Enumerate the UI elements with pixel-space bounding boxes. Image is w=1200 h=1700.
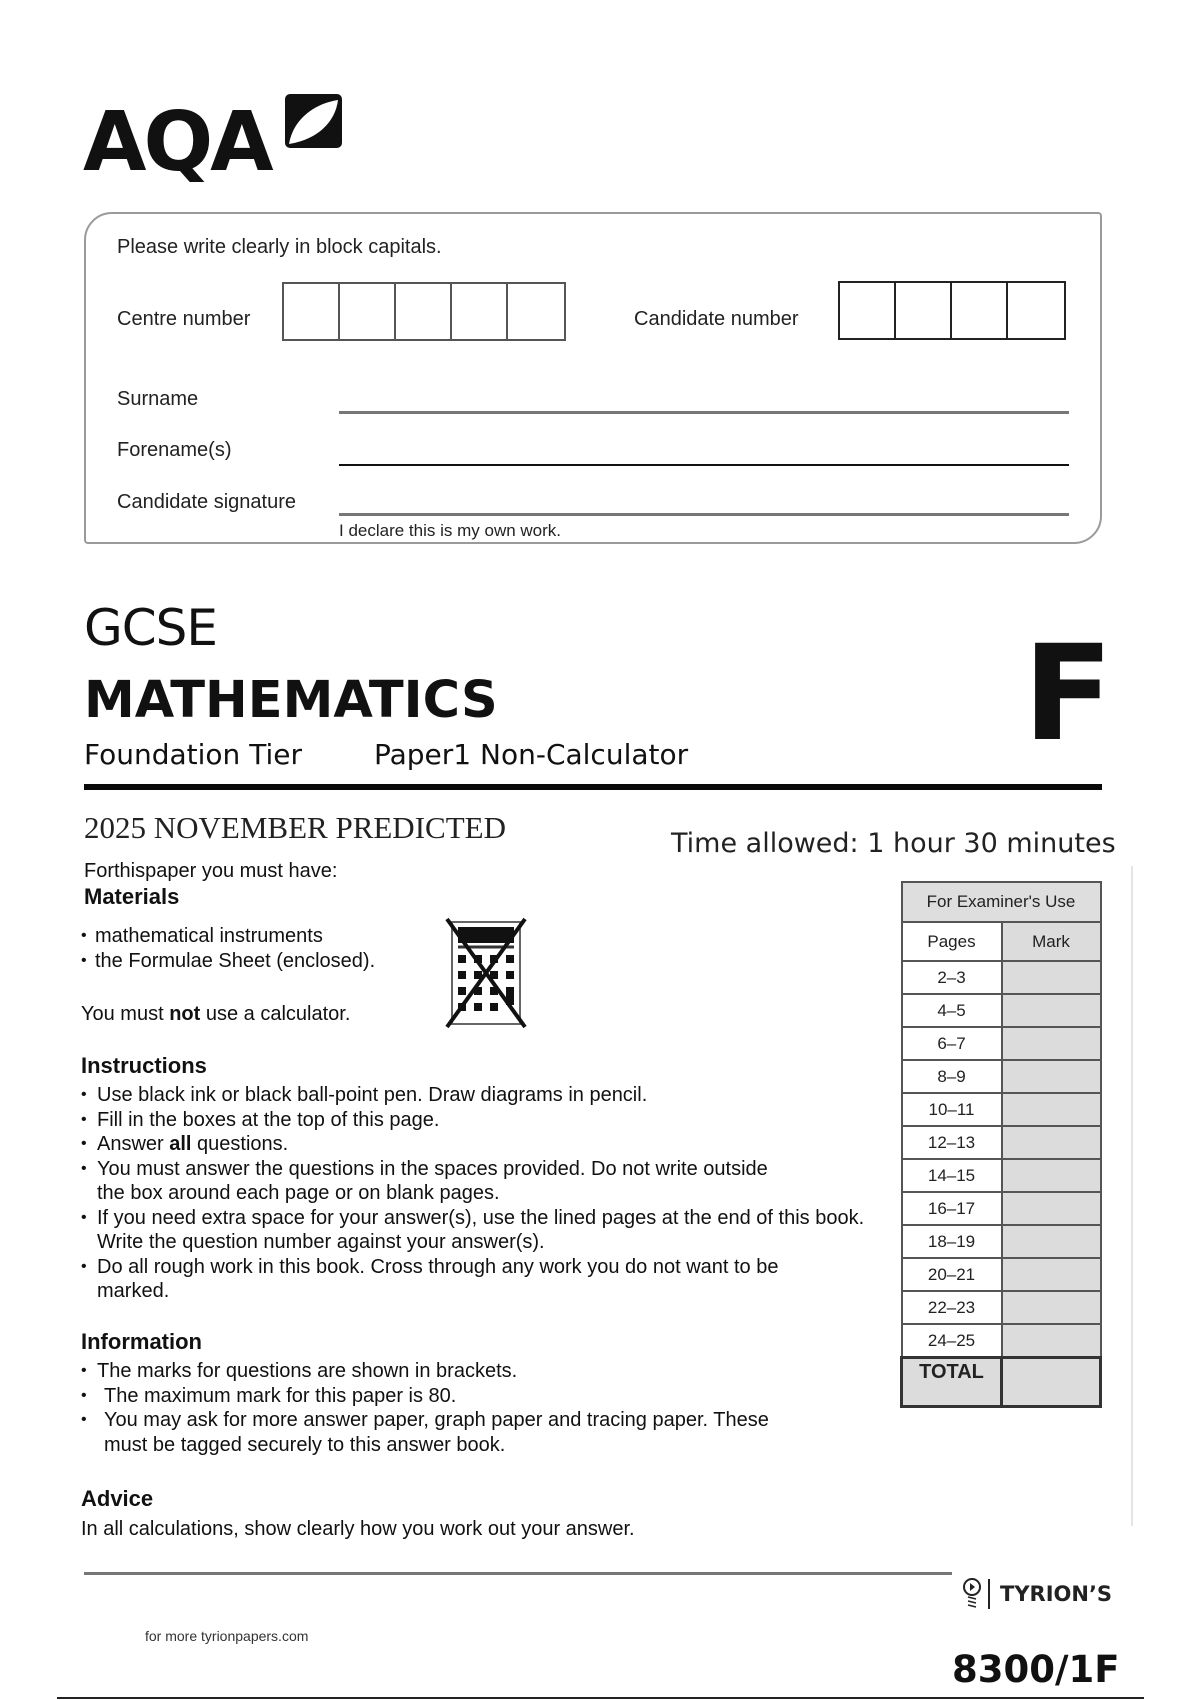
materials-intro: Forthispaper you must have: [84, 860, 338, 882]
footer-divider [84, 1572, 952, 1575]
instruction-item: • You must answer the questions in the spaces provided. Do not write outside the box around each page or on blank pages. [81, 1157, 777, 1206]
paper-code: 8300/1F [952, 1648, 1120, 1691]
total-label: TOTAL [902, 1358, 1002, 1407]
forenames-label: Forename(s) [117, 439, 232, 461]
mark-cell [1002, 1225, 1101, 1258]
instruction-item: • Use black ink or black ball-point pen. Draw diagrams in pencil. [81, 1083, 861, 1108]
candidate-number-digit-box[interactable] [840, 283, 896, 338]
centre-number-digit-box[interactable] [508, 284, 564, 339]
materials-list [81, 924, 441, 973]
surname-input-line[interactable] [339, 411, 1069, 414]
pages-cell: 2–3 [902, 961, 1002, 994]
pages-cell: 14–15 [902, 1159, 1002, 1192]
no-calculator-icon [443, 917, 529, 1029]
qualification-title: GCSE [84, 599, 217, 657]
mark-cell [1002, 994, 1101, 1027]
advice-text: In all calculations, show clearly how you work out your answer. [81, 1518, 635, 1540]
pages-cell: 6–7 [902, 1027, 1002, 1060]
series-label: 2025 NOVEMBER PREDICTED [84, 810, 506, 845]
aqa-leaf-mark-icon [285, 94, 342, 148]
instructions-heading: Instructions [81, 1053, 207, 1078]
mark-cell [1002, 1159, 1101, 1192]
centre-number-digit-box[interactable] [396, 284, 452, 339]
instruction-item: • Do all rough work in this book. Cross through any work you do not want to be marked. [81, 1255, 817, 1304]
tier-label: Foundation Tier [84, 738, 302, 771]
information-heading: Information [81, 1329, 202, 1354]
website-link[interactable]: for more tyrionpapers.com [145, 1628, 309, 1644]
candidate-number-digit-box[interactable] [896, 283, 952, 338]
page-bottom-rule [57, 1697, 1144, 1699]
lightbulb-play-icon [962, 1578, 982, 1610]
examiner-table-title: For Examiner's Use [902, 882, 1101, 922]
materials-heading: Materials [84, 884, 180, 909]
materials-item: • the Formulae Sheet (enclosed). [81, 949, 441, 974]
mark-cell [1002, 1192, 1101, 1225]
pages-cell: 16–17 [902, 1192, 1002, 1225]
instruction-item: • Answer all questions. [81, 1132, 861, 1157]
centre-number-digit-box[interactable] [452, 284, 508, 339]
margin-line [1131, 866, 1133, 1526]
signature-input-line[interactable] [339, 513, 1069, 516]
signature-label: Candidate signature [117, 491, 297, 513]
mark-cell [1002, 1258, 1101, 1291]
brand-name: TYRION’S [1000, 1582, 1113, 1606]
materials-item: • mathematical instruments [81, 924, 441, 949]
aqa-logo [83, 92, 343, 190]
declaration-text: I declare this is my own work. [339, 521, 562, 540]
mark-cell [1002, 1126, 1101, 1159]
instruction-item: • If you need extra space for your answer(s), use the lined pages at the end of this book. Write the question number against your answer(s). [81, 1206, 867, 1255]
mark-column-header: Mark [1002, 922, 1101, 961]
forenames-input-line[interactable] [339, 464, 1069, 466]
block-capitals-instruction: Please write clearly in block capitals. [117, 236, 442, 258]
pages-cell: 22–23 [902, 1291, 1002, 1324]
total-mark-cell [1002, 1358, 1101, 1407]
pages-cell: 24–25 [902, 1324, 1002, 1358]
subject-title: MATHEMATICS [84, 671, 498, 730]
mark-cell [1002, 961, 1101, 994]
surname-label: Surname [117, 388, 199, 410]
mark-cell [1002, 1324, 1101, 1358]
pages-cell: 4–5 [902, 994, 1002, 1027]
brand-separator [988, 1579, 990, 1609]
mark-cell [1002, 1027, 1101, 1060]
tier-letter: F [1023, 617, 1114, 771]
information-item: • The maximum mark for this paper is 80. [81, 1384, 841, 1409]
pages-cell: 10–11 [902, 1093, 1002, 1126]
calculator-notice: You must not use a calculator. [81, 1003, 351, 1025]
information-item: • You may ask for more answer paper, graph paper and tracing paper. These must be tagged securely to this answer book. [81, 1408, 804, 1457]
centre-number-digit-box[interactable] [340, 284, 396, 339]
time-allowed: Time allowed: 1 hour 30 minutes [671, 828, 1116, 859]
instruction-item: • Fill in the boxes at the top of this page. [81, 1108, 861, 1133]
tyrions-brand [962, 1578, 1112, 1610]
candidate-number-digit-box[interactable] [1008, 283, 1064, 338]
pages-cell: 20–21 [902, 1258, 1002, 1291]
title-divider [84, 784, 1102, 790]
mark-cell [1002, 1060, 1101, 1093]
advice-heading: Advice [81, 1486, 154, 1511]
pages-cell: 12–13 [902, 1126, 1002, 1159]
aqa-logo-text: AQA [83, 95, 271, 190]
pages-column-header: Pages [902, 922, 1002, 961]
candidate-details-box [84, 212, 1102, 544]
candidate-number-digit-box[interactable] [952, 283, 1008, 338]
pages-cell: 8–9 [902, 1060, 1002, 1093]
centre-number-input[interactable] [282, 282, 566, 341]
information-item: • The marks for questions are shown in brackets. [81, 1359, 841, 1384]
candidate-number-input[interactable] [838, 281, 1066, 340]
candidate-number-label: Candidate number [634, 308, 799, 330]
instructions-list [81, 1083, 865, 1304]
paper-label: Paper1 Non-Calculator [374, 738, 689, 771]
mark-cell [1002, 1291, 1101, 1324]
centre-number-label: Centre number [117, 308, 251, 330]
information-list [81, 1359, 841, 1457]
pages-cell: 18–19 [902, 1225, 1002, 1258]
examiner-use-table [900, 881, 1102, 1408]
mark-cell [1002, 1093, 1101, 1126]
centre-number-digit-box[interactable] [284, 284, 340, 339]
